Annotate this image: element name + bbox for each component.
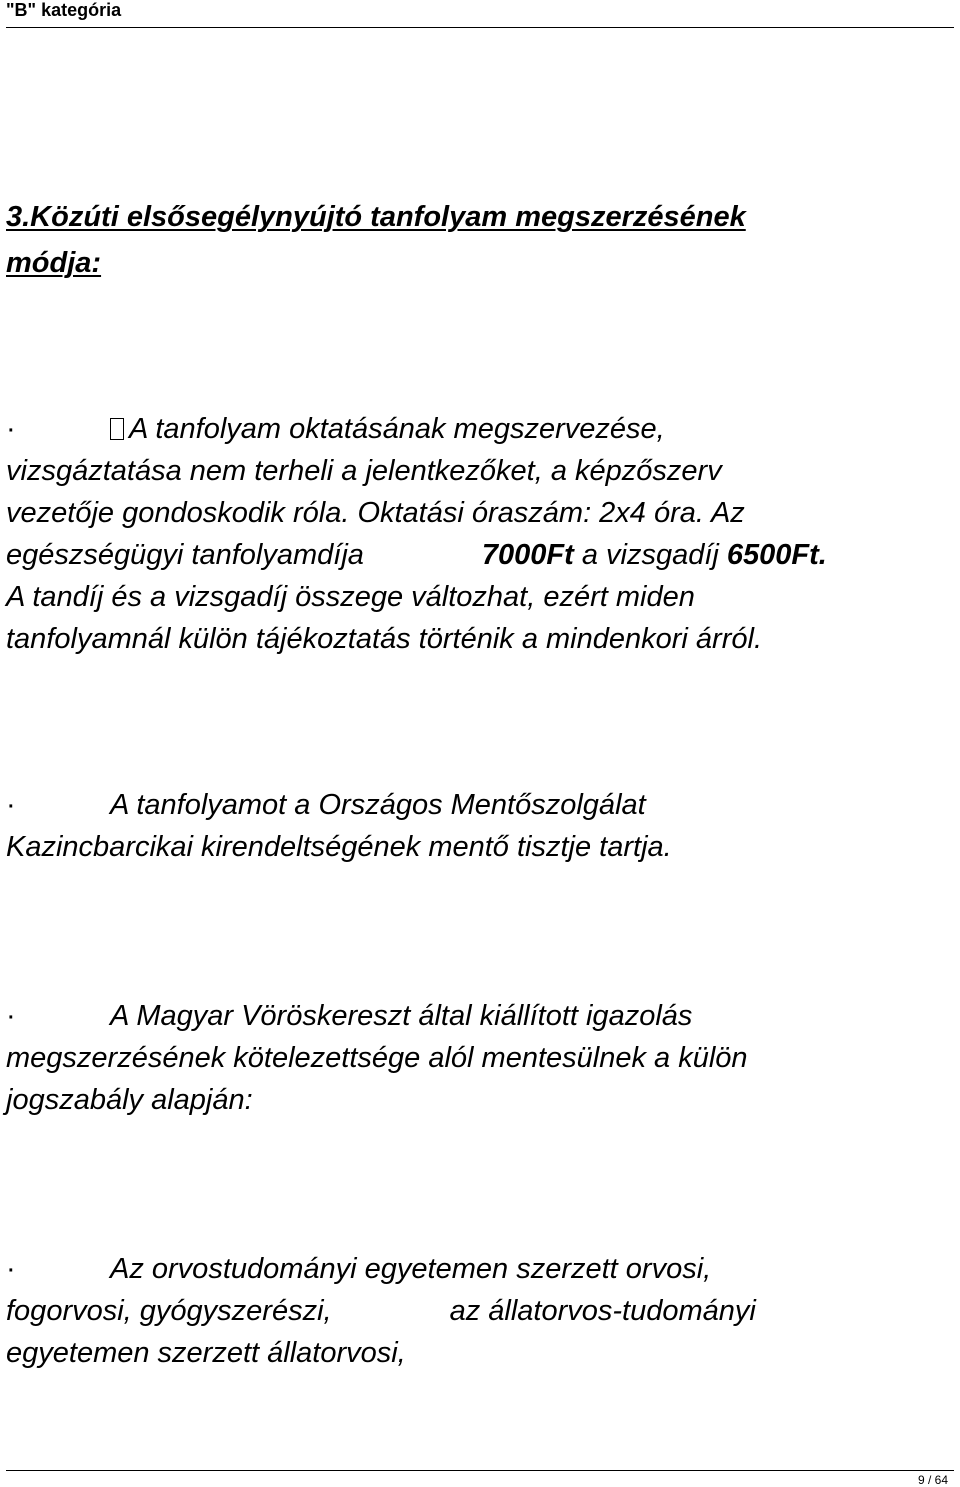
course-fee-value: 7000Ft (481, 539, 574, 571)
exam-fee-label: a vizsgadíj (573, 539, 727, 571)
paragraph-text: A tanfolyam oktatásának megszervezése, (129, 413, 665, 445)
paragraph-text: fogorvosi, gyógyszerészi, (6, 1295, 332, 1327)
paragraph-course-organization (6, 408, 827, 660)
section-title (6, 194, 746, 286)
bullet-marker: · (6, 789, 16, 821)
bullet-marker: · (6, 1253, 16, 1285)
section-title-line-1: 3.Közúti elsősegélynyújtó tanfolyam megszerzésének (6, 201, 746, 233)
paragraph-line: jogszabály alapján: (6, 1084, 253, 1116)
paragraph-text: az állatorvos-tudományi (449, 1295, 756, 1327)
exam-fee-value: 6500Ft. (726, 539, 827, 571)
paragraph-text: Az orvostudományi egyetemen szerzett orvosi, (110, 1253, 712, 1285)
checkbox-glyph-icon (110, 418, 124, 440)
header-title: "B" kategória (6, 0, 122, 20)
paragraph-line: tanfolyamnál külön tájékoztatás történik a mindenkori árról. (6, 623, 762, 655)
paragraph-instructor (6, 784, 672, 868)
paragraph-exemptions (6, 995, 748, 1121)
page-header (6, 0, 954, 28)
paragraph-line: A tandíj és a vizsgadíj összege változhat, ezért miden (6, 581, 695, 613)
paragraph-line: egyetemen szerzett állatorvosi, (6, 1337, 406, 1369)
paragraph-line: megszerzésének kötelezettsége alól mentesülnek a külön (6, 1042, 748, 1074)
paragraph-line (6, 408, 827, 450)
paragraph-line (6, 784, 672, 826)
footer-divider (6, 1470, 954, 1471)
fee-label: egészségügyi tanfolyamdíja (6, 539, 364, 571)
paragraph-line (6, 995, 748, 1037)
paragraph-line: vezetője gondoskodik róla. Oktatási óraszám: 2x4 óra. Az (6, 497, 745, 529)
paragraph-line (6, 534, 827, 576)
paragraph-text: A Magyar Vöröskereszt által kiállított igazolás (110, 1000, 693, 1032)
paragraph-line (6, 1290, 756, 1332)
paragraph-exempt-degrees (6, 1248, 756, 1374)
paragraph-text: A tanfolyamot a Országos Mentőszolgálat (110, 789, 646, 821)
bullet-marker: · (6, 413, 16, 445)
paragraph-line: vizsgáztatása nem terheli a jelentkezőket, a képzőszerv (6, 455, 722, 487)
paragraph-line (6, 1248, 756, 1290)
paragraph-line: Kazincbarcikai kirendeltségének mentő tisztje tartja. (6, 831, 672, 863)
bullet-marker: · (6, 1000, 16, 1032)
section-title-line-2: módja: (6, 247, 102, 279)
page-number: 9 / 64 (917, 1473, 948, 1487)
